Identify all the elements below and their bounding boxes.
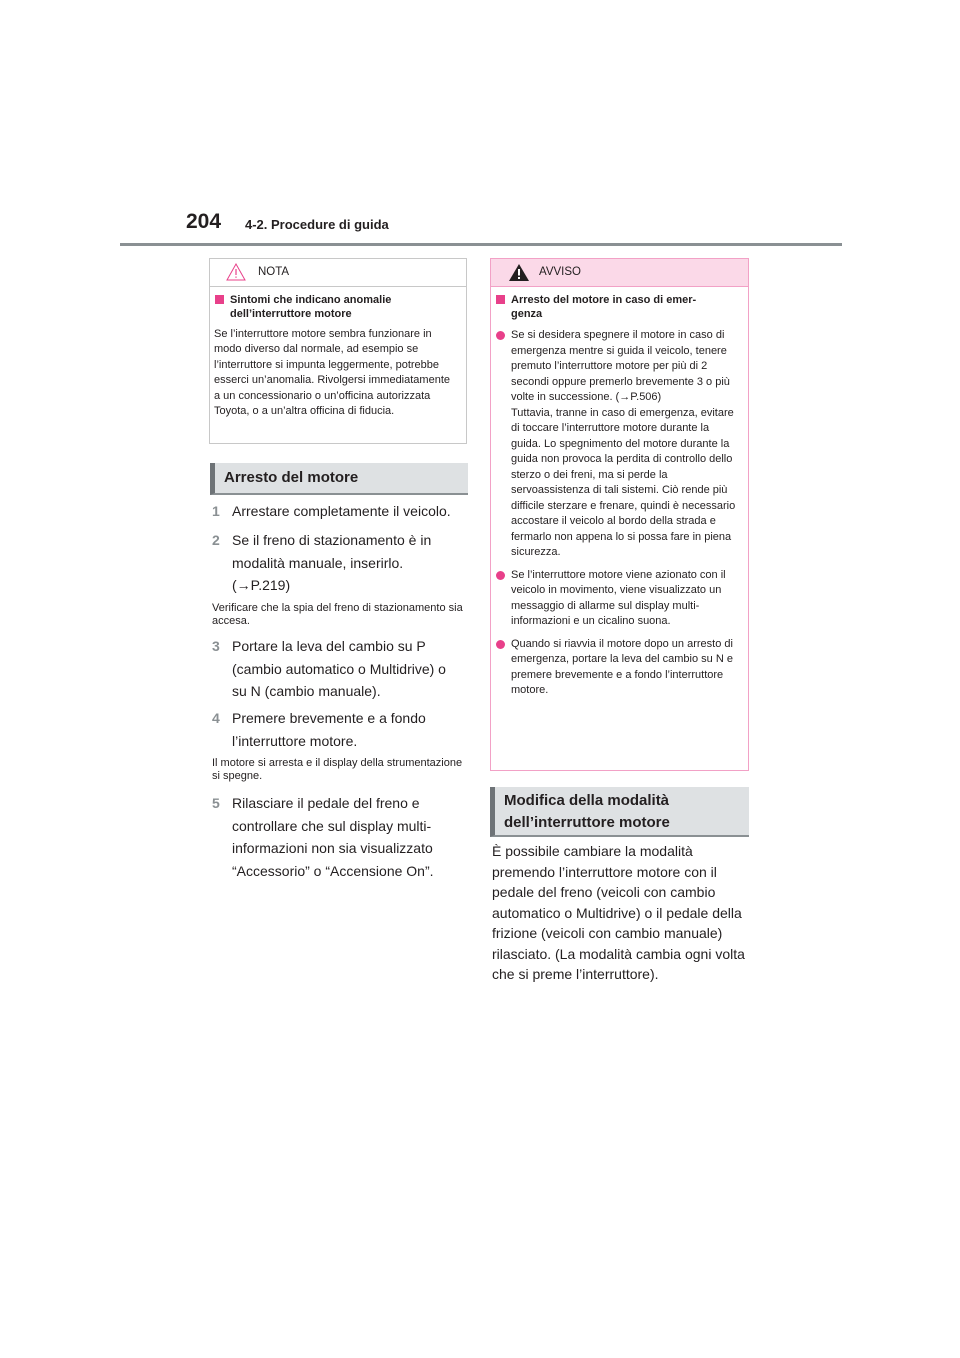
step-text: Se il freno di stazionamento è in modalità manuale, inserirlo. (→P.219) [232,532,432,594]
nota-title [214,293,459,321]
nota-header [210,259,466,287]
step-number: 3 [212,638,220,654]
nota-label: NOTA [258,266,290,278]
nota-title-line2: dell’interruttore motore [230,308,352,320]
header-rule [120,243,842,246]
step-text: Premere brevemente e a fondo l’interruttore motore. [232,710,426,749]
heading-arresto-motore [210,463,468,495]
nota-box [209,258,467,444]
modifica-paragraph: È possibile cambiare la modalità premendo l’interruttore motore con il pedale del freno (veicoli con cambio automatico o Multidrive) o il pedale della frizione (veicoli con cambio manuale) rilasciato. (La modalità cambia ogni volta che si preme l’interruttore). [492,843,745,982]
step-2-note: Verificare che la spia del freno di stazionamento sia accesa. [212,602,463,627]
round-bullet-icon [496,331,505,340]
caution-triangle-icon [225,262,247,282]
avviso-title [495,293,742,321]
heading-modifica-modalita [490,787,749,837]
avviso-label: AVVISO [539,266,581,278]
avviso-box [490,258,749,771]
step-text: Arrestare completamente il veicolo. [232,503,451,519]
avviso-item-1 [495,328,742,561]
avviso-header [491,259,748,287]
step-number: 2 [212,532,220,548]
step-number: 1 [212,503,220,519]
round-bullet-icon [496,640,505,649]
section-title: 4-2. Procedure di guida [245,217,389,232]
step-1 [212,500,474,523]
step-4 [212,707,452,752]
warning-triangle-icon [508,263,530,282]
step-number: 5 [212,795,220,811]
avviso-item-text: Se l’interruttore motore viene azionato con il veicolo in movimento, viene visualizzato un messaggio di allarme sul display multi-informazioni e un cicalino suona. [511,568,726,627]
avviso-item-text: Quando si riavvia il motore dopo un arresto di emergenza, portare la leva del cambio su N e premere brevemente e a fondo l’interruttore motore. [511,637,733,696]
round-bullet-icon [496,571,505,580]
step-text: Rilasciare il pedale del freno e controllare che sul display multi-informazioni non sia visualizzato “Accessorio” o “Accensione On”. [232,795,434,880]
avviso-title-line1: Arresto del motore in caso di emer- [511,294,697,306]
square-bullet-icon [496,295,505,304]
step-2 [212,529,442,597]
step-5 [212,792,460,883]
step-3 [212,635,462,703]
avviso-title-line2: genza [511,308,543,320]
heading-modifica-line2: dell’interruttore motore [504,814,670,831]
step-text: Portare la leva del cambio su P (cambio automatico o Multidrive) o su N (cambio manuale). [232,638,446,700]
nota-title-line1: Sintomi che indicano anomalie [230,294,392,306]
page-number: 204 [186,210,222,233]
heading-arresto-text: Arresto del motore [224,469,359,486]
avviso-item-text: Se si desidera spegnere il motore in caso di emergenza mentre si guida il veicolo, tenere premuto l’interruttore motore per più di 2 secondi oppure premerlo brevemente 3 o più volte in successione. (→P.506) Tuttavia, tranne in caso di emergenza, evitare di toccare l’interruttore motore durante la guida. Lo spegnimento del motore durante la guida non provoca la perdita di controllo dello sterzo o dei freni, ma si perde la servoassistenza di tali sistemi. Ciò rende più difficile sterzare e frenare, quindi è necessario accostare il veicolo al bordo della strada e fermarlo non appena lo si possa fare in piena sicurezza. [511,329,736,558]
heading-modifica-line1: Modifica della modalità [504,792,670,809]
avviso-item-3 [495,637,742,699]
step-4-note: Il motore si arresta e il display della strumentazione si spegne. [212,757,463,782]
square-bullet-icon [215,295,224,304]
step-number: 4 [212,710,220,726]
avviso-item-2 [495,568,742,630]
nota-body-text: Se l’interruttore motore sembra funzionare in modo diverso dal normale, ad esempio se l’interruttore si impunta leggermente, potrebbe esserci un’anomalia. Rivolgersi immediatamente a un concessionario o un’officina autorizzata Toyota, o a un’altra officina di fiducia. [214,328,450,418]
